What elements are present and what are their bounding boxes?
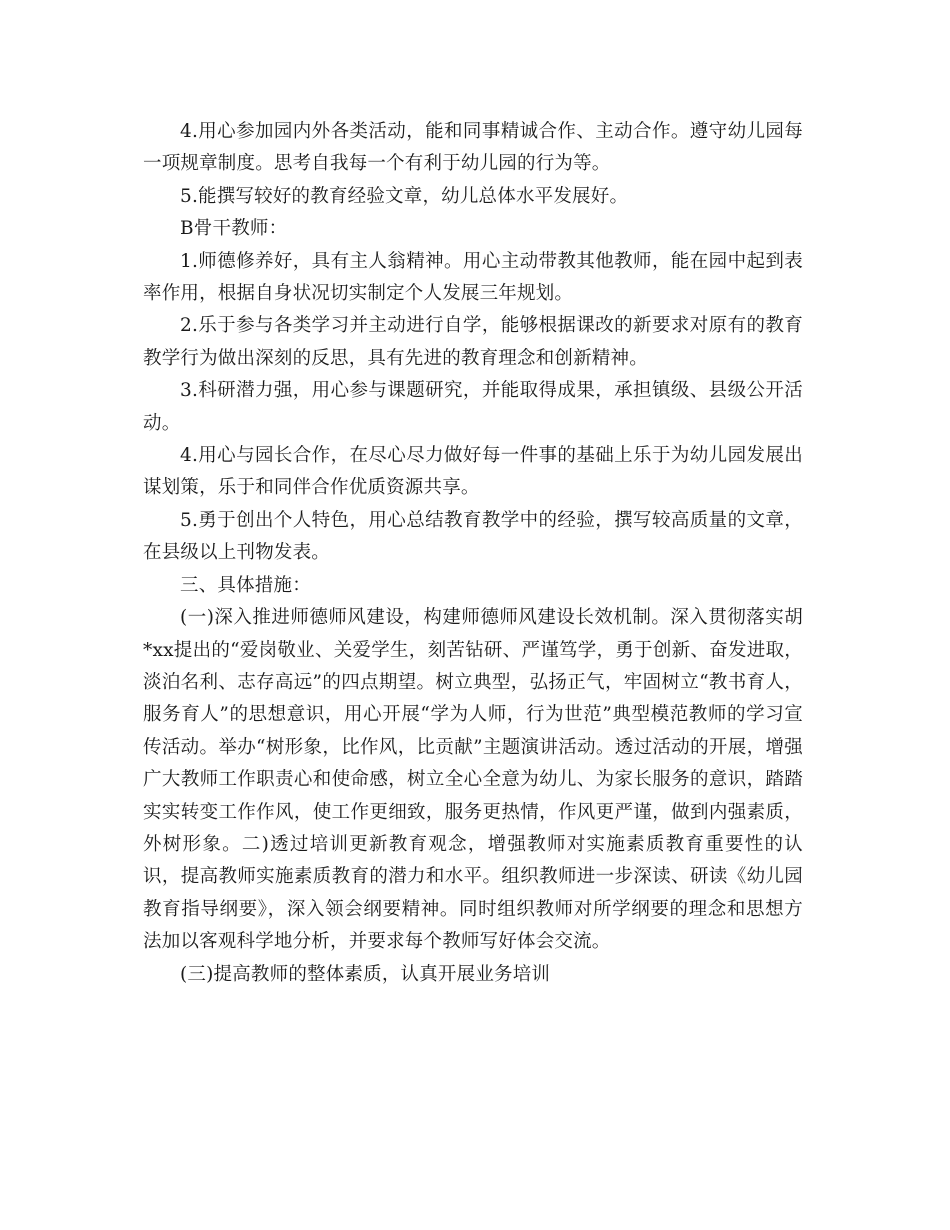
paragraph-item-4-cooperation: 4.用心与园长合作，在尽心尽力做好每一件事的基础上乐于为幼儿园发展出谋划策，乐于和同伴合作优质资源共享。 [143, 445, 803, 499]
paragraph-item-1-ethics: 1.师德修养好，具有主人翁精神。用心主动带教其他教师，能在园中起到表率作用，根据自身状况切实制定个人发展三年规划。 [143, 250, 803, 305]
paragraph-measure-1: (一)深入推进师德师风建设，构建师德师风建设长效机制。深入贯彻落实胡*xx提出的“爱岗敬业、关爱学生，刻苦钻研、严谨笃学，勇于创新、奋发进取，淡泊名利、志存高远”的四点期望。树立典型，弘扬正气，牢固树立“教书育人，服务育人”的思想意识，用心开展“学为人师，行为世范”典型模范教师的学习宣传活动。举办“树形象，比作风，比贡献”主题演讲活动。透过活动的开展，增强广大教师工作职责心和使命感，树立全心全意为幼儿、为家长服务的意识，踏踏实实转变工作作风，使工作更细致，服务更热情，作风更严谨，做到内强素质，外树形象。二)透过培训更新教育观念，增强教师对实施素质教育重要性的认识，提高教师实施素质教育的潜力和水平。组织教师进一步深读、研读《幼儿园教育指导纲要》，深入领会纲要精神。同时组织教师对所学纲要的理念和思想方法加以客观科学地分析，并要求每个教师写好体会交流。 [143, 607, 803, 953]
section-heading-measures: 三、具体措施： [180, 574, 311, 596]
section-heading-backbone-teachers: B骨干教师： [180, 218, 288, 240]
document-body [143, 116, 803, 991]
paragraph-item-4-activities: 4.用心参加园内外各类活动，能和同事精诚合作、主动合作。遵守幼儿园每一项规章制度。思考自我每一个有利于幼儿园的行为等。 [143, 121, 803, 175]
paragraph-item-2-learning: 2.乐于参与各类学习并主动进行自学，能够根据课改的新要求对原有的教育教学行为做出深刻的反思，具有先进的教育理念和创新精神。 [143, 315, 803, 369]
paragraph-item-5-articles: 5.能撰写较好的教育经验文章，幼儿总体水平发展好。 [180, 185, 629, 207]
paragraph-measure-3: (三)提高教师的整体素质，认真开展业务培训 [180, 963, 551, 985]
paragraph-item-5-publication: 5.勇于创出个人特色，用心总结教育教学中的经验，撰写较高质量的文章，在县级以上刊物发表。 [143, 509, 803, 564]
paragraph-item-3-research: 3.科研潜力强，用心参与课题研究，并能取得成果，承担镇级、县级公开活动。 [143, 380, 803, 434]
